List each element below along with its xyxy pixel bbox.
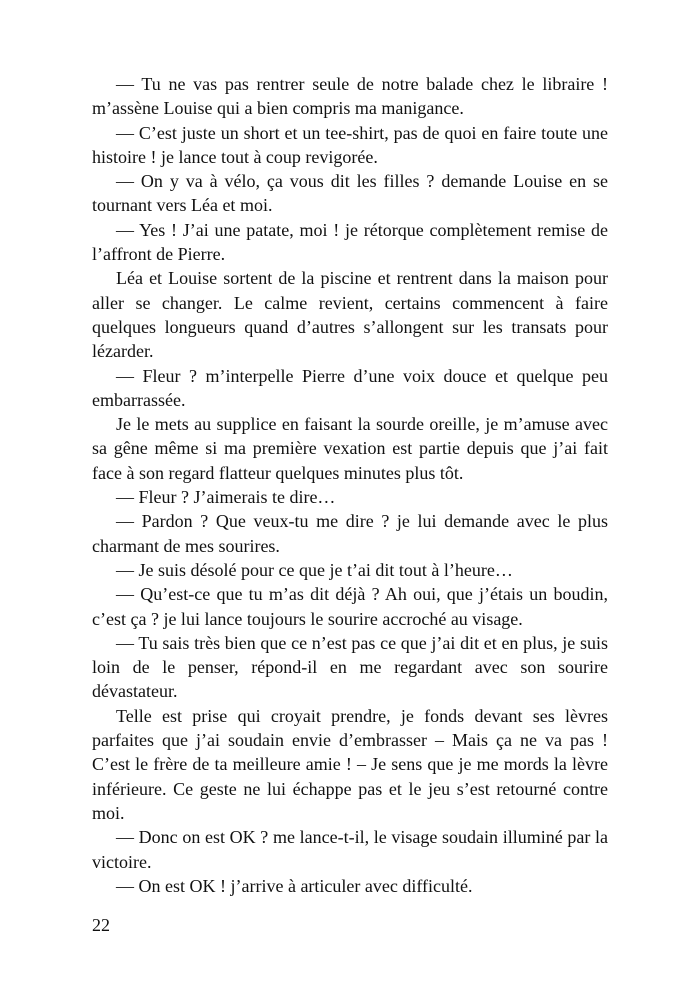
paragraph: — Tu sais très bien que ce n’est pas ce que j’ai dit et en plus, je suis loin de le penser, répond-il en me regardant avec son sourire dévastateur.: [92, 632, 608, 702]
body-text: [92, 72, 608, 898]
paragraph: — Fleur ? m’interpelle Pierre d’une voix douce et quelque peu embarrassée.: [92, 365, 608, 410]
paragraph: — Donc on est OK ? me lance-t-il, le visage soudain illuminé par la victoire.: [92, 827, 608, 872]
paragraph: — Pardon ? Que veux-tu me dire ? je lui demande avec le plus charmant de mes sourires.: [92, 511, 608, 556]
paragraph: Telle est prise qui croyait prendre, je fonds devant ses lèvres parfaites que j’ai soudain envie d’embrasser – Mais ça ne va pas ! C’est le frère de ta meilleure amie ! – Je sens que je me mords la lèvre inférieure. Ce geste ne lui échappe pas et le jeu s’est retourné contre moi.: [92, 705, 608, 823]
paragraph: — On est OK ! j’arrive à articuler avec difficulté.: [116, 875, 473, 896]
paragraph: Je le mets au supplice en faisant la sourde oreille, je m’amuse avec sa gêne même si ma première vexation est partie depuis que j’ai fait face à son regard flatteur quelques minutes plus tôt.: [92, 414, 608, 483]
paragraph: Léa et Louise sortent de la piscine et rentrent dans la maison pour aller se changer. Le calme revient, certains commencent à faire quelques longueurs quand d’autres s’allongent sur les transats pour lézarder.: [92, 268, 608, 362]
page-number: 22: [92, 915, 110, 935]
paragraph: — Je suis désolé pour ce que je t’ai dit tout à l’heure…: [116, 559, 513, 580]
paragraph: — C’est juste un short et un tee-shirt, pas de quoi en faire toute une histoire ! je lance tout à coup revigorée.: [92, 122, 608, 167]
paragraph: — Qu’est-ce que tu m’as dit déjà ? Ah oui, que j’étais un boudin, c’est ça ? je lui lance toujours le sourire accroché au visage.: [92, 584, 608, 629]
paragraph: — On y va à vélo, ça vous dit les filles ? demande Louise en se tournant vers Léa et moi.: [92, 171, 608, 216]
paragraph: — Tu ne vas pas rentrer seule de notre balade chez le libraire ! m’assène Louise qui a bien compris ma manigance.: [92, 74, 608, 119]
paragraph: — Fleur ? J’aimerais te dire…: [116, 487, 336, 508]
paragraph: — Yes ! J’ai une patate, moi ! je rétorque complètement remise de l’affront de Pierre.: [92, 219, 608, 265]
